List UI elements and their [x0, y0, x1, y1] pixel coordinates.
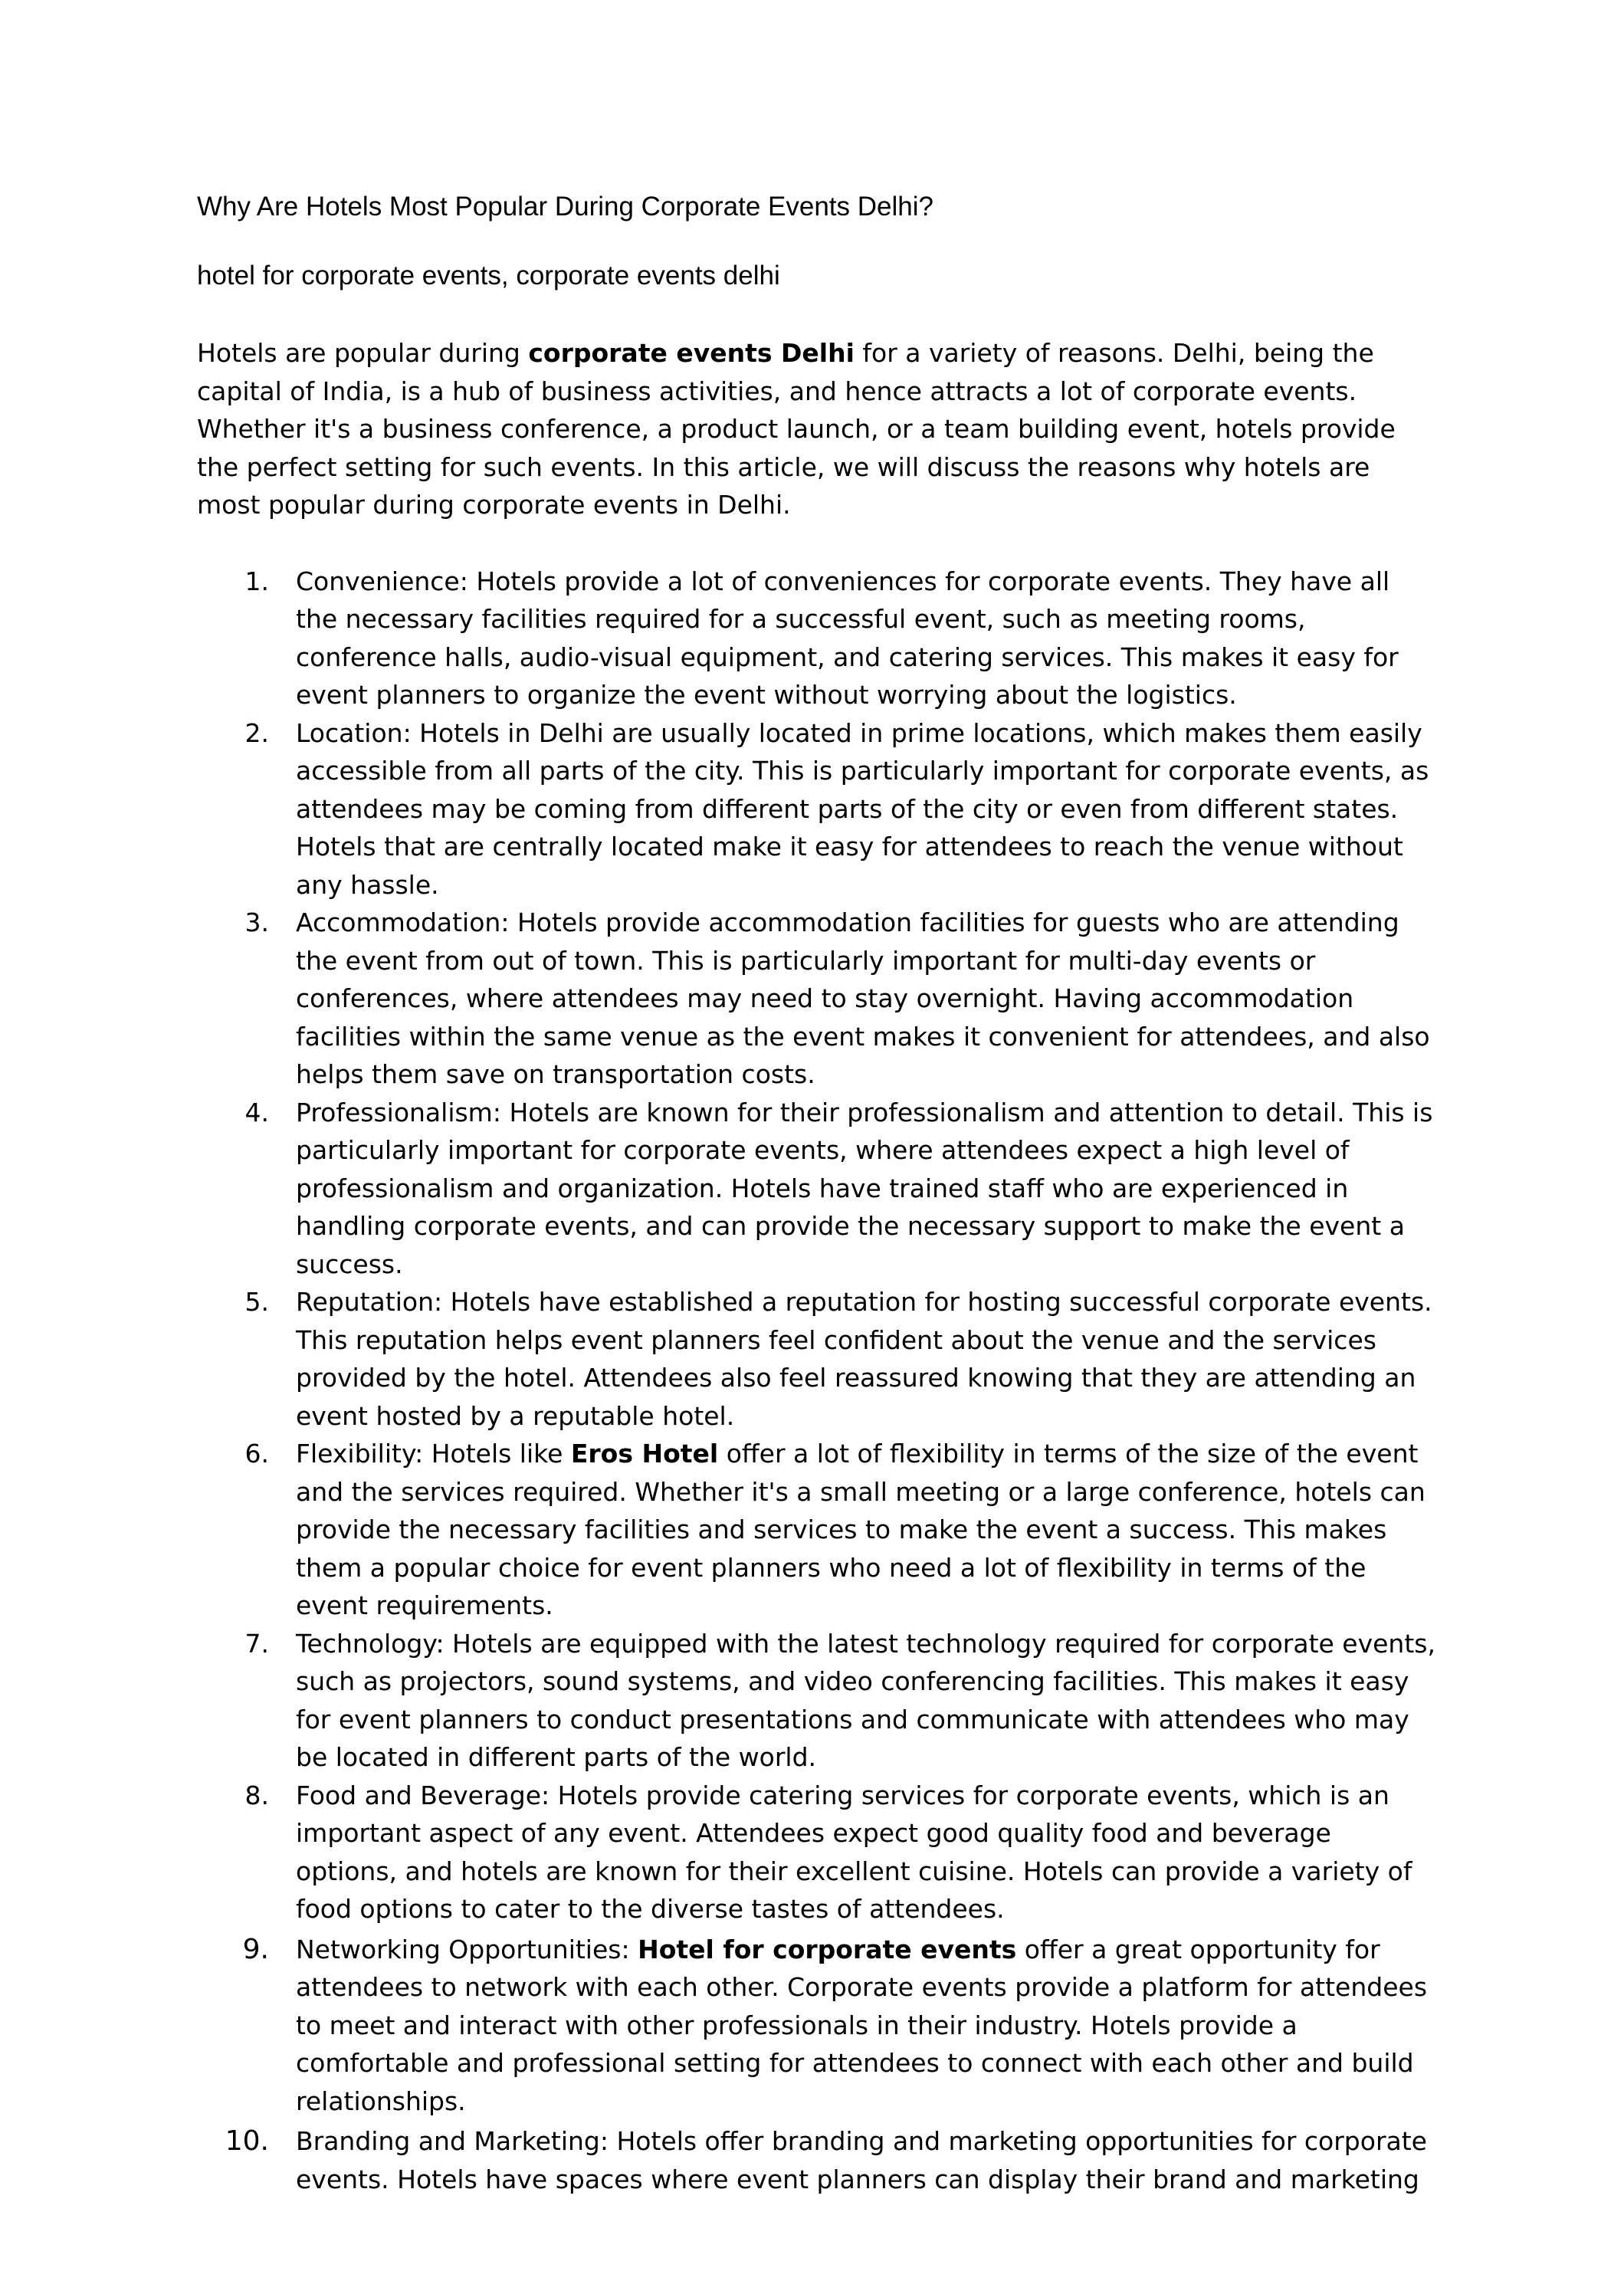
document-keywords: hotel for corporate events, corporate events delhi [197, 261, 780, 290]
list-item-location [197, 714, 1439, 904]
list-item-text-end: offer a lot of flexibility in terms of the size of the event and the services required. Whether it's a small meeting or a large conference, hotels can provide the necessary facilities and services to make the event a success. This makes them a popular choice for event planners who need a lot of flexibility in terms of the event requirements. [296, 1439, 1426, 1620]
list-item-convenience [197, 563, 1439, 714]
list-item-branding [197, 2122, 1439, 2198]
list-item-text: Convenience: Hotels provide a lot of conveniences for corporate events. They have all the necessary facilities required for a successful event, such as meeting rooms, conference halls, audio-visual equipment, and catering services. This makes it easy for event planners to organize the event without worrying about the logistics. [296, 566, 1399, 710]
list-item-networking [197, 1931, 1439, 2121]
list-item-text-end: offer a great opportunity for attendees to network with each other. Corporate events provide a platform for attendees to meet and interact with other professionals in their industry. Hotels provide a comfortable and professional setting for attendees to connect with each other and build relationships. [296, 1934, 1428, 2116]
intro-text-start: Hotels are popular during [197, 338, 529, 368]
list-item-number: 8. [244, 1780, 269, 1810]
list-item-number: 10. [225, 2125, 269, 2157]
list-item-number: 6. [244, 1439, 269, 1469]
list-item-text: Reputation: Hotels have established a reputation for hosting successful corporate events. This reputation helps event planners feel confident about the venue and the services provided by the hotel. Attendees also feel reassured knowing that they are attending an event hosted by a reputable hotel. [296, 1287, 1432, 1431]
list-item-reputation [197, 1283, 1439, 1435]
intro-text-end: for a variety of reasons. Delhi, being the capital of India, is a hub of business activities, and hence attracts a lot of corporate events. Whether it's a business conference, a product launch, or a team building event, hotels provide the perfect setting for such events. In this article, we will discuss the reasons why hotels are most popular during corporate events in Delhi. [197, 338, 1396, 520]
list-item-text-start: Networking Opportunities: [296, 1934, 638, 1964]
list-item-number: 4. [244, 1097, 269, 1127]
list-item-text: Location: Hotels in Delhi are usually located in prime locations, which makes them easily accessible from all parts of the city. This is particularly important for corporate events, as attendees may be coming from different parts of the city or even from different states. Hotels that are centrally located make it easy for attendees to reach the venue without any hassle. [296, 717, 1429, 900]
list-item-text: Branding and Marketing: Hotels offer branding and marketing opportunities for corporate events. Hotels have spaces where event planners can display their brand and marketing [296, 2126, 1427, 2194]
list-item-bold-keyword: Hotel for corporate events [638, 1934, 1017, 1964]
list-item-text: Professionalism: Hotels are known for their professionalism and attention to detail. This is particularly important for corporate events, where attendees expect a high level of professionalism and organization. Hotels have trained staff who are experienced in handling corporate events, and can provide the necessary support to make the event a success. [296, 1097, 1433, 1279]
document-title: Why Are Hotels Most Popular During Corporate Events Delhi? [197, 192, 933, 222]
list-item-number: 5. [244, 1287, 269, 1317]
list-item-professionalism [197, 1094, 1439, 1284]
list-item-food-and-beverage [197, 1777, 1439, 1928]
list-item-flexibility [197, 1435, 1439, 1625]
list-item-number: 1. [244, 566, 269, 596]
list-item-number: 2. [244, 717, 269, 748]
document-body [197, 190, 1439, 2198]
list-item-number: 3. [244, 907, 269, 937]
list-item-technology [197, 1625, 1439, 1777]
reasons-list [197, 563, 1439, 2199]
list-item-text: Food and Beverage: Hotels provide catering services for corporate events, which is an important aspect of any event. Attendees expect good quality food and beverage options, and hotels are known for their excellent cuisine. Hotels can provide a variety of food options to cater to the diverse tastes of attendees. [296, 1780, 1412, 1924]
intro-paragraph [197, 334, 1439, 524]
list-item-bold-keyword: Eros Hotel [570, 1439, 719, 1469]
list-item-text: Accommodation: Hotels provide accommodation facilities for guests who are attending the event from out of town. This is particularly important for multi-day events or conferences, where attendees may need to stay overnight. Having accommodation facilities within the same venue as the event makes it convenient for attendees, and also helps them save on transportation costs. [296, 907, 1430, 1089]
intro-bold-keyword: corporate events Delhi [528, 338, 855, 368]
list-item-number: 7. [244, 1628, 269, 1659]
list-item-text: Technology: Hotels are equipped with the latest technology required for corporate events, such as projectors, sound systems, and video conferencing facilities. This makes it easy for event planners to conduct presentations and communicate with attendees who may be located in different parts of the world. [296, 1628, 1435, 1772]
list-item-number: 9. [242, 1933, 269, 1965]
list-item-accommodation [197, 904, 1439, 1094]
list-item-text-start: Flexibility: Hotels like [296, 1439, 571, 1469]
